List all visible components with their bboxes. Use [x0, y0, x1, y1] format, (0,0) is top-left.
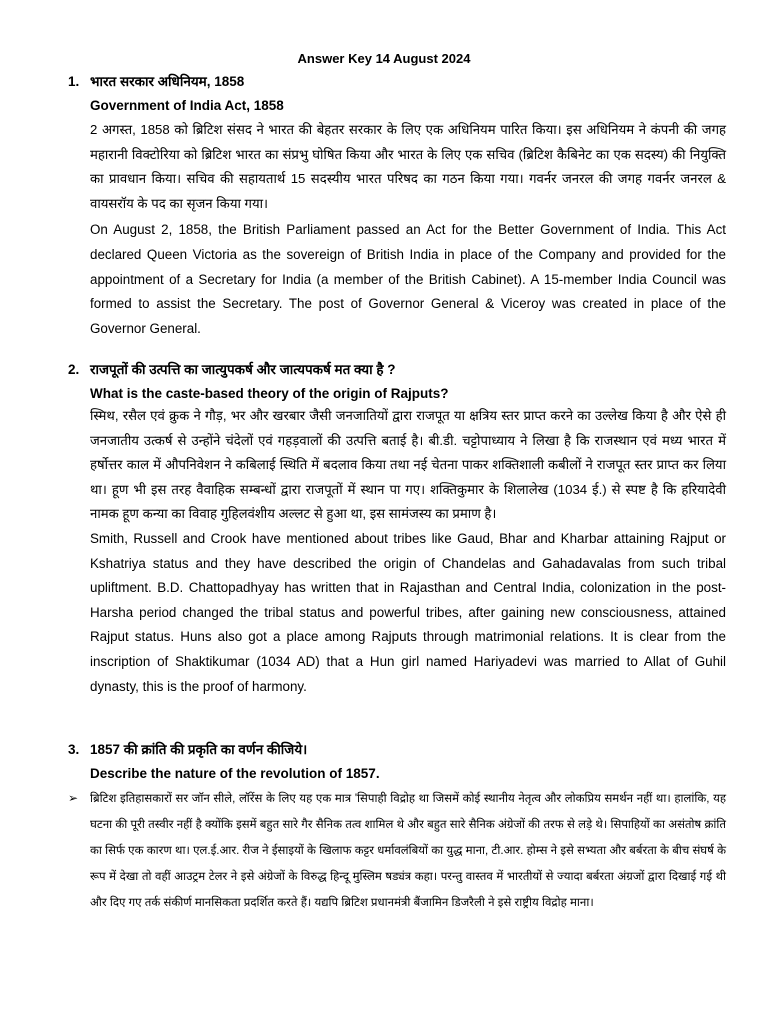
question-1	[68, 72, 728, 341]
question-3-answer	[68, 786, 728, 916]
question-1-title-english: Government of India Act, 1858	[90, 98, 284, 113]
question-2	[68, 360, 728, 699]
question-2-answer-english: Smith, Russell and Crook have mentioned about tribes like Gaud, Bhar and Kharbar attaining Rajput or Kshatriya status and they have described the origin of Chandelas and Gahadavalas from such tribal upliftment. B.D. Chattopadhyay has written that in Rajasthan and Central India, colonization in the post-Harsha period changed the tribal status and powerful tribes, after gaining new consciousness, attained Rajput status. Huns also got a place among Rajputs through matrimonial relations. It is clear from the inscription of Shaktikumar (1034 AD) that a Hun girl named Hariyadevi was married to Allat of Guhil dynasty, this is the proof of harmony.	[90, 530, 726, 694]
question-1-title-hindi: भारत सरकार अधिनियम, 1858	[90, 74, 245, 89]
question-3-number: 3.	[68, 742, 80, 757]
question-3-title-english: Describe the nature of the revolution of 1857.	[90, 766, 380, 781]
question-3	[68, 740, 728, 784]
question-1-answer-english: On August 2, 1858, the British Parliament passed an Act for the Better Government of India. This Act declared Queen Victoria as the sovereign of British India in place of the Company and provided for the appointment of a Secretary for India (a member of the British Cabinet). A 15-member India Council was formed to assist the Secretary. The post of Governor General & Viceroy was created in place of the Governor General.	[90, 222, 726, 336]
question-3-title-hindi: 1857 की क्रांति की प्रकृति का वर्णन कीजिये।	[90, 742, 308, 757]
question-1-number: 1.	[68, 74, 80, 89]
question-2-number: 2.	[68, 362, 80, 377]
question-3-answer-hindi: ब्रिटिश इतिहासकारों सर जॉन सीले, लॉरेंस के लिए यह एक मात्र 'सिपाही विद्रोह था जिसमें कोई स्थानीय नेतृत्व और लोकप्रिय समर्थन नहीं था। हालांकि, यह घटना की पूरी तस्वीर नहीं है क्योंकि इसमें बहुत सारे गैर सैनिक तत्व शामिल थे और बहुत सारे सैनिक अंग्रेजों की तरफ से लड़े थे। सिपाहियों का असंतोष क्रांति का सिर्फ एक कारण था। एल.ई.आर. रीज ने ईसाइयों के खिलाफ कट्टर धर्मावलंबियों का युद्ध माना, टी.आर. होम्स ने इसे सभ्यता और बर्बरता के बीच संघर्ष के रूप में देखा तो वहीं आउट्रम टेलर ने इसे अंग्रेजों के विरुद्ध हिन्दू मुस्लिम षड्यंत्र कहा। परन्तु वास्तव में भारतीयों से ज्यादा बर्बरता अंग्रजों द्वारा दिखाई गई थी और दिए गए तर्क संकीर्ण मानसिकता प्रदर्शित करते हैं। यद्यपि ब्रिटिश प्रधानमंत्री बैंजामिन डिजरैली ने इसे राष्ट्रीय विद्रोह माना।	[90, 792, 726, 909]
question-1-answer-hindi: 2 अगस्त, 1858 को ब्रिटिश संसद ने भारत की बेहतर सरकार के लिए एक अधिनियम पारित किया। इस अधिनियम ने कंपनी की जगह महारानी विक्टोरिया को ब्रिटिश भारत का संप्रभु घोषित किया और भारत के लिए एक सचिव (ब्रिटिश कैबिनेट का एक सदस्य) की नियुक्ति का प्रावधान किया। सचिव की सहायतार्थ 15 सदस्यीय भारत परिषद का गठन किया गया। गवर्नर जनरल की जगह गवर्नर जनरल & वायसरॉय के पद का सृजन किया गया।	[90, 122, 726, 211]
question-2-title-hindi: राजपूतों की उत्पत्ति का जात्युपकर्ष और जात्यपकर्ष मत क्या है ?	[90, 362, 396, 377]
document-title: Answer Key 14 August 2024	[297, 51, 471, 66]
question-2-title-english: What is the caste-based theory of the origin of Rajputs?	[90, 386, 449, 401]
question-2-answer-hindi: स्मिथ, रसैल एवं क्रुक ने गौड़, भर और खरबार जैसी जनजातियों द्वारा राजपूत या क्षत्रिय स्तर प्राप्त करने का उल्लेख किया है और ऐसे ही जनजातीय उत्कर्ष से उन्होंने चंदेलों एवं गहड़वालों की उत्पत्ति बताई है। बी.डी. चट्टोपाध्याय ने लिखा है कि राजस्थान एवं मध्य भारत में हर्षोत्तर काल में औपनिवेशन ने कबिलाई स्थिति में बदलाव किया तथा नई चेतना पाकर शक्तिशाली कबीलों ने राजपूत स्तर प्राप्त कर लिया था। हूण भी इस तरह वैवाहिक सम्बन्धों द्वारा राजपूतों में स्थान पा गए। शक्तिकुमार के शिलालेख (1034 ई.) से स्पष्ट है कि हरियादेवी नामक हूण कन्या का विवाह गुहिलवंशीय अल्लट से हुआ था, इस सामंजस्य का प्रमाण है।	[90, 408, 726, 522]
arrow-bullet-icon: ➢	[68, 791, 79, 805]
